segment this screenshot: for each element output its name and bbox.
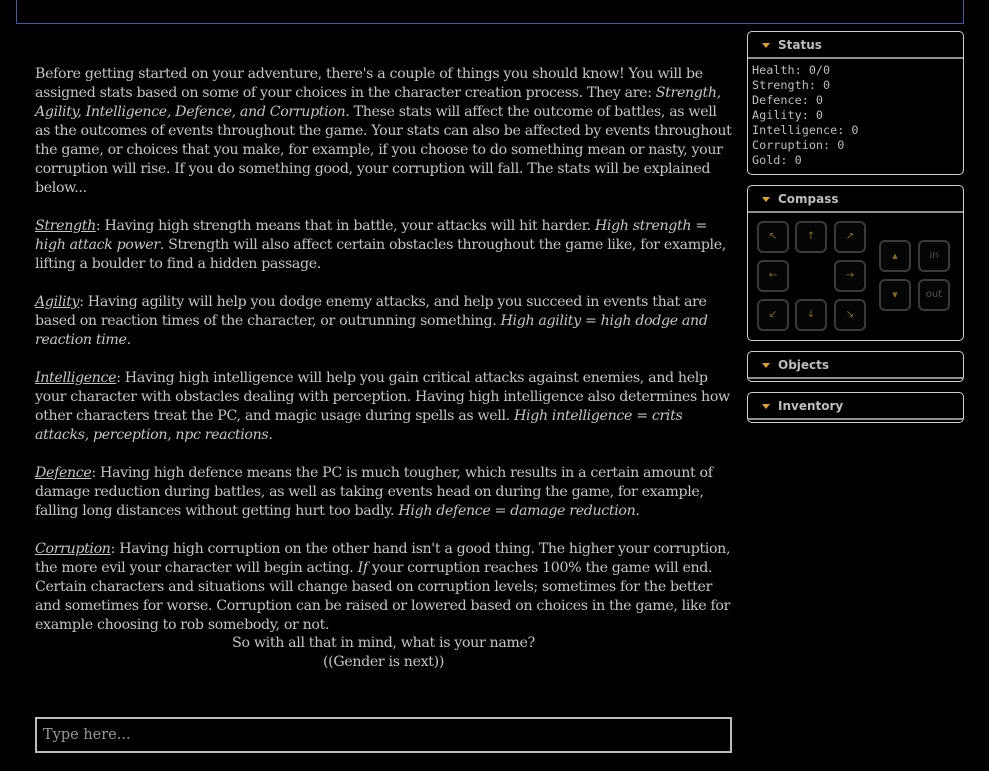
corruption-title: Corruption xyxy=(35,541,111,557)
agility-paragraph: Agility: Having agility will help you dodge enemy attacks, and help you succeed in events that are based on reaction times of the character, or outrunning something. High agility = high dodge and reaction time. xyxy=(35,294,708,348)
intro-paragraph: Before getting started on your adventure, there's a couple of things you should know! You will be assigned stats based on some of your choices in the character creation process. They are: Strength, Agility, Intelligence, Defence, and Corruption. These stats will affect the outcome of battles, as well as the outcomes of events throughout the game. Your stats can also be affected by events throughout the game, or choices that you make, for example, if you choose to do something mean or nasty, your corruption will rise. If you do something good, your corruption will fall. The stats will be explained below... xyxy=(35,66,732,196)
collapse-triangle-icon xyxy=(762,43,770,48)
status-list xyxy=(748,59,963,174)
northeast-arrow-icon[interactable]: ↗ xyxy=(834,221,866,253)
defence-title: Defence xyxy=(35,465,92,481)
northwest-arrow-icon[interactable]: ↖ xyxy=(757,221,789,253)
out-button[interactable]: out xyxy=(918,279,950,311)
collapse-triangle-icon xyxy=(762,404,770,409)
collapse-triangle-icon xyxy=(762,363,770,368)
prompt-note: ((Gender is next)) xyxy=(322,654,445,670)
status-health: Health: 0/0 xyxy=(752,63,831,77)
down-arrow-icon[interactable]: ▼ xyxy=(879,279,911,311)
west-arrow-icon[interactable]: ← xyxy=(757,260,789,292)
north-arrow-icon[interactable]: ↑ xyxy=(795,221,827,253)
compass-header[interactable]: Compass xyxy=(748,186,963,213)
command-input[interactable] xyxy=(35,717,732,753)
status-corruption: Corruption: 0 xyxy=(752,138,845,152)
southeast-arrow-icon[interactable]: ↘ xyxy=(834,299,866,331)
in-button[interactable]: in xyxy=(918,240,950,272)
inventory-header[interactable]: Inventory xyxy=(748,393,963,420)
intelligence-title: Intelligence xyxy=(35,370,117,386)
prompt-question: So with all that in mind, what is your name? xyxy=(232,635,535,651)
status-intelligence: Intelligence: 0 xyxy=(752,123,859,137)
intelligence-paragraph: Intelligence: Having high intelligence will help you gain critical attacks against enemies, and help your character with obstacles dealing with perception. Having high intelligence also determines how other characters treat the PC, and magic usage during spells as well. High intelligence = crits attacks, perception, npc reactions. xyxy=(35,370,730,443)
strength-title: Strength xyxy=(35,218,96,234)
story-text xyxy=(35,65,735,654)
status-header[interactable]: Status xyxy=(748,32,963,59)
agility-title: Agility xyxy=(35,294,80,310)
east-arrow-icon[interactable]: → xyxy=(834,260,866,292)
defence-paragraph: Defence: Having high defence means the PC is much tougher, which results in a certain amount of damage reduction during battles, as well as taking events head on during the game, for example, falling long distances without getting hurt too badly. High defence = damage reduction. xyxy=(35,465,713,519)
objects-panel xyxy=(747,351,964,382)
compass-grid xyxy=(748,213,963,339)
compass-panel xyxy=(747,185,964,341)
strength-paragraph: Strength: Having high strength means that in battle, your attacks will hit harder. High strength = high attack power. Strength will also affect certain obstacles throughout the game like, for example, lifting a boulder to find a hidden passage. xyxy=(35,218,726,272)
south-arrow-icon[interactable]: ↓ xyxy=(795,299,827,331)
status-defence: Defence: 0 xyxy=(752,93,824,107)
top-frame xyxy=(16,0,964,24)
objects-header[interactable]: Objects xyxy=(748,352,963,379)
status-strength: Strength: 0 xyxy=(752,78,831,92)
southwest-arrow-icon[interactable]: ↙ xyxy=(757,299,789,331)
status-gold: Gold: 0 xyxy=(752,153,802,167)
name-prompt xyxy=(35,634,732,672)
stat-list: Strength, Agility, Intelligence, Defence, and Corruption xyxy=(35,85,721,120)
up-arrow-icon[interactable]: ▲ xyxy=(879,240,911,272)
corruption-paragraph: Corruption: Having high corruption on the other hand isn't a good thing. The higher your corruption, the more evil your character will begin acting. If your corruption reaches 100% the game will end. Certain characters and situations will change based on corruption levels; sometimes for the better and sometimes for worse. Corruption can be raised or lowered based on choices in the game, like for example choosing to rob somebody, or not. xyxy=(35,541,731,633)
status-panel xyxy=(747,31,964,175)
inventory-panel xyxy=(747,392,964,423)
status-agility: Agility: 0 xyxy=(752,108,824,122)
collapse-triangle-icon xyxy=(762,197,770,202)
